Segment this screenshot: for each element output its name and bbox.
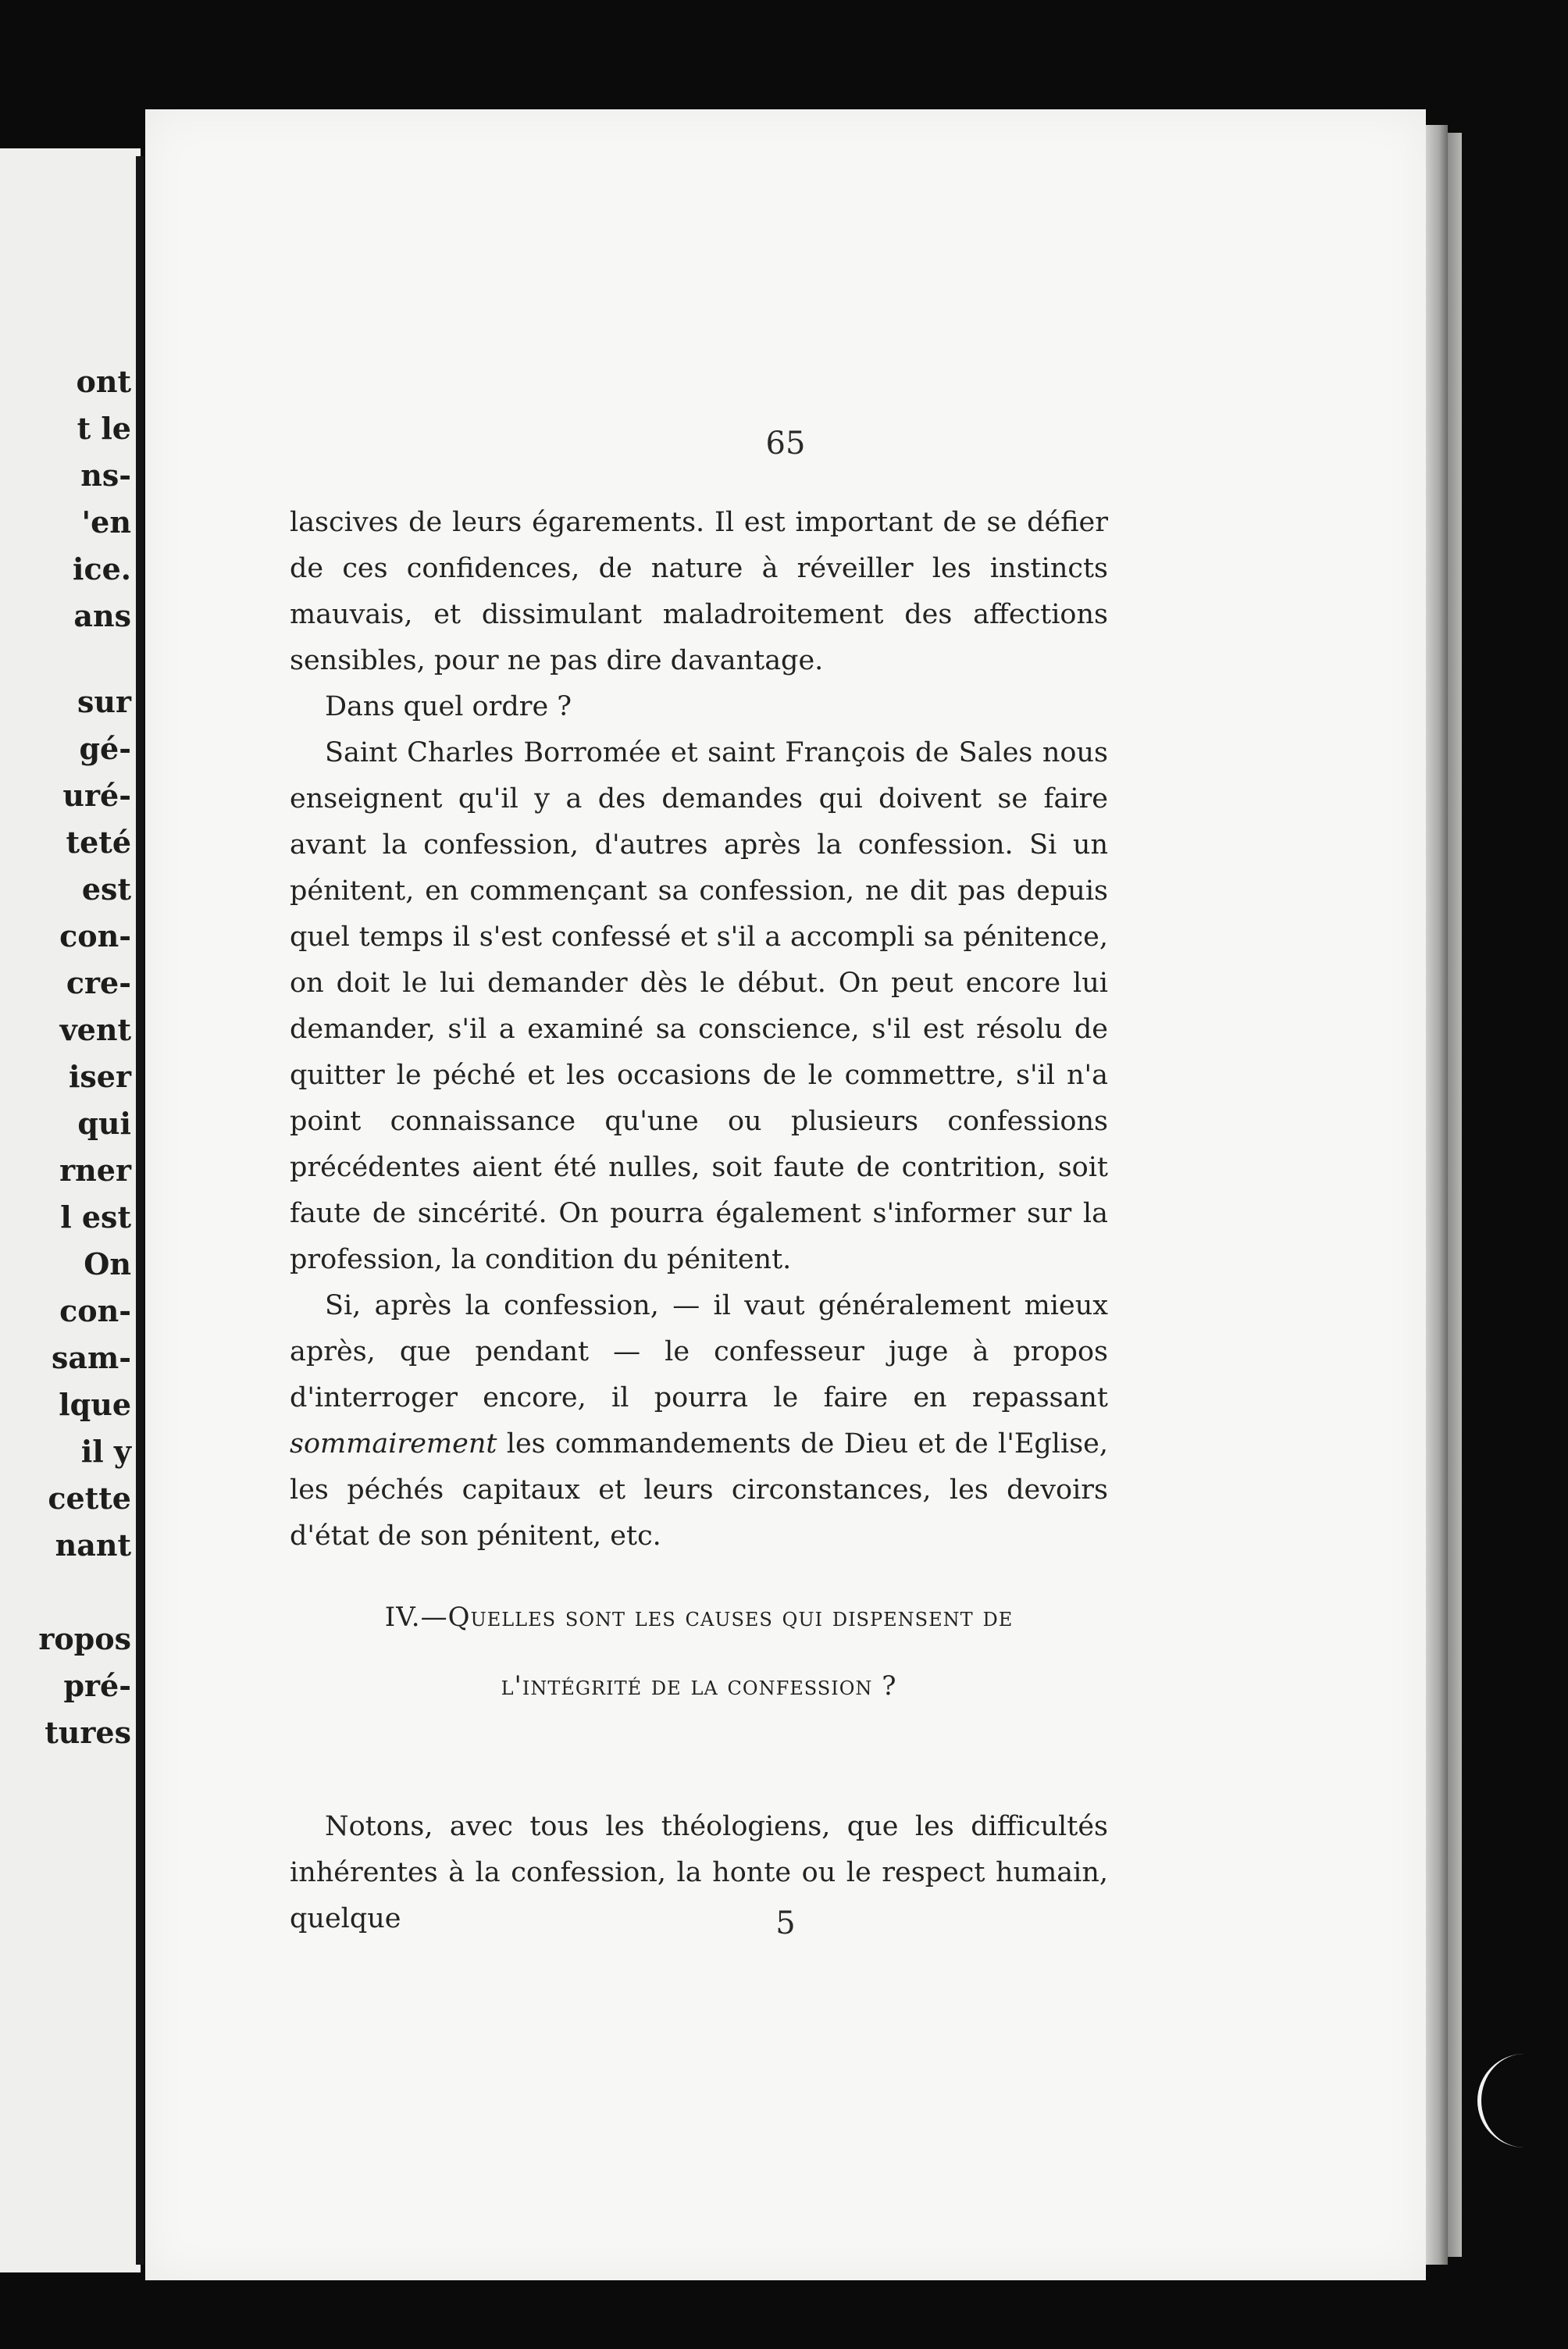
paragraph-3: Saint Charles Borromée et saint François de Sales nous enseignent qu'il y a des demandes qui doivent se faire avant la confession, d'autres après la confession. Si un pénitent, en commençant sa confession, ne dit pas depuis quel temps il s'est confessé et s'il a accompli sa pénitence, on doit le lui demander dès le début. On peut encore lui demander, s'il a examiné sa conscience, s'il est résolu de quitter le péché et les occasions de le commettre, s'il n'a point connaissance qu'une ou plusieurs confessions précédentes aient été nulles, soit faute de contrition, soit faute de sincérité. On pourra également s'informer sur la profession, la condition du pénitent. [290,737,1108,1275]
signature-number: 5 [775,1905,796,1941]
left-fragment: tures [45,1715,131,1750]
page-edge [1426,125,1448,2265]
edge-mark [1477,2054,1528,2148]
left-fragment: sam- [52,1340,131,1375]
closing-paragraph: Notons, avec tous les théologiens, que les difficultés inhérentes à la confession, la honte ou le respect humain, quelque [290,1811,1108,1934]
paragraph-2: Dans quel ordre ? [325,691,572,722]
left-fragment: t le [77,411,131,446]
section-heading-line-2: l'intégrité de la confession ? [501,1670,897,1702]
paragraph-4-end: les commandements de Dieu et de l'Eglise, les péchés capitaux et leurs circonstances, les devoirs d'état de son pénitent, etc. [290,1428,1108,1552]
page-body [290,500,1108,1559]
left-fragment: iser [68,1059,131,1094]
left-fragment: qui [77,1106,131,1141]
left-fragment: il y [80,1434,131,1469]
left-fragment: ans [73,598,131,633]
left-fragment: cette [48,1481,131,1516]
left-fragment: est [81,872,131,907]
left-fragment: cre- [66,965,131,1000]
left-fragment: con- [59,918,131,954]
left-fragment: pré- [63,1668,131,1703]
section-heading-line-1: IV.—Quelles sont les causes qui dispensent de [384,1602,1014,1633]
section-heading [290,1593,1108,1710]
page-edge-stack [1448,133,1462,2257]
paragraph-4-emphasis: sommairement [290,1428,497,1460]
left-fragment: nant [55,1527,131,1563]
left-fragment: ont [76,364,131,399]
book-gutter [136,156,144,2265]
book-page [145,109,1426,2280]
paragraph-4-start: Si, après la confession, — il vaut généralement mieux après, que pendant — le confesseur juge à propos d'interroger encore, il pourra le faire en repassant [290,1290,1108,1413]
left-fragment: teté [66,825,131,860]
left-fragment: uré- [62,778,131,813]
left-fragment: vent [59,1012,131,1047]
left-fragment: ropos [38,1621,131,1656]
left-fragment: ice. [73,551,131,586]
left-fragment: con- [59,1293,131,1328]
left-fragment: 'en [81,504,131,540]
left-fragment: sur [77,684,131,719]
page-number-top: 65 [765,426,806,462]
left-fragment: On [84,1246,131,1281]
previous-page-fragment [0,148,141,2272]
left-fragment: l est [60,1199,131,1235]
left-fragment: lque [59,1387,131,1422]
paragraph-1: lascives de leurs égarements. Il est important de se défier de ces confidences, de nature à réveiller les instincts mauvais, et dissimulant maladroitement des affections sensibles, pour ne pas dire davantage. [290,507,1108,676]
left-fragment: ns- [80,458,131,493]
left-fragment: gé- [79,731,131,766]
left-fragment: rner [59,1153,131,1188]
paragraph-4 [290,1283,1108,1559]
